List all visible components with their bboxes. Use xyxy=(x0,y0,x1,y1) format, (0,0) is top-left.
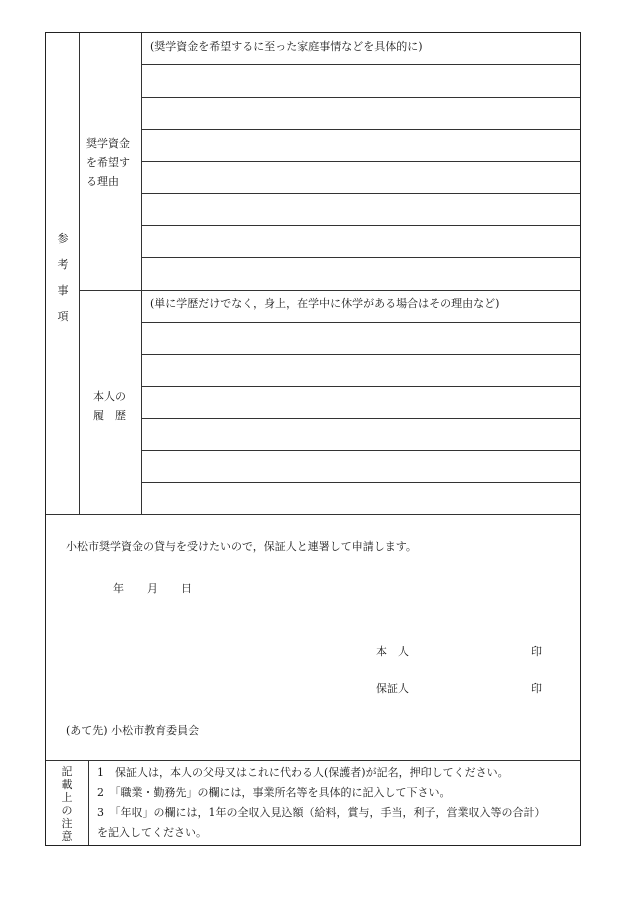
reason-line xyxy=(142,161,580,162)
reason-line xyxy=(142,225,580,226)
notes-label: 記 載 上 の 注 意 xyxy=(61,765,73,843)
history-hint: (単に学歴だけでなく，身上，在学中に休学がある場合はその理由など) xyxy=(150,297,500,310)
applicant-label: 本 人 xyxy=(376,645,409,658)
notes-label-divider xyxy=(88,760,89,845)
history-line xyxy=(142,354,580,355)
reason-label: 奨学資金 を希望す る理由 xyxy=(86,137,130,188)
history-line xyxy=(142,322,580,323)
applicant-seal: 印 xyxy=(531,645,542,658)
notes-divider xyxy=(46,760,580,761)
history-line xyxy=(142,482,580,483)
section-divider xyxy=(46,514,580,515)
date-month-label: 月 xyxy=(147,582,158,595)
guarantor-seal: 印 xyxy=(531,682,542,695)
divider-section-label xyxy=(79,33,80,514)
date-day-label: 日 xyxy=(181,582,192,595)
addressee: (あて先) 小松市教育委員会 xyxy=(66,724,200,737)
history-line xyxy=(142,418,580,419)
reason-line xyxy=(142,64,580,65)
note-item-3: 3 「年収」の欄には，1年の全収入見込額（給料，賞与，手当，利子，営業収入等の合計） xyxy=(97,806,546,819)
history-line xyxy=(142,450,580,451)
reason-line xyxy=(142,97,580,98)
application-statement: 小松市奨学資金の貸与を受けたいので，保証人と連署して申請します。 xyxy=(66,540,417,553)
reason-line xyxy=(142,129,580,130)
note-item-2: 2 「職業・勤務先」の欄には，事業所名等を具体的に記入して下さい。 xyxy=(97,786,451,799)
note-item-1: 1 保証人は，本人の父母又はこれに代わる人(保護者)が記名，押印してください。 xyxy=(97,766,509,779)
note-item-3-continued: を記入してください。 xyxy=(97,826,207,839)
reason-line xyxy=(142,257,580,258)
divider-field-label xyxy=(141,33,142,514)
guarantor-label: 保証人 xyxy=(376,682,409,695)
history-label: 本人の 履 歴 xyxy=(93,390,126,422)
history-line xyxy=(142,386,580,387)
date-year-label: 年 xyxy=(113,582,124,595)
reason-line xyxy=(142,193,580,194)
reason-hint: (奨学資金を希望するに至った家庭事情などを具体的に) xyxy=(150,40,423,53)
reason-history-divider xyxy=(80,290,580,291)
section-label-sankou-jikou: 参 考 事 項 xyxy=(57,232,69,323)
